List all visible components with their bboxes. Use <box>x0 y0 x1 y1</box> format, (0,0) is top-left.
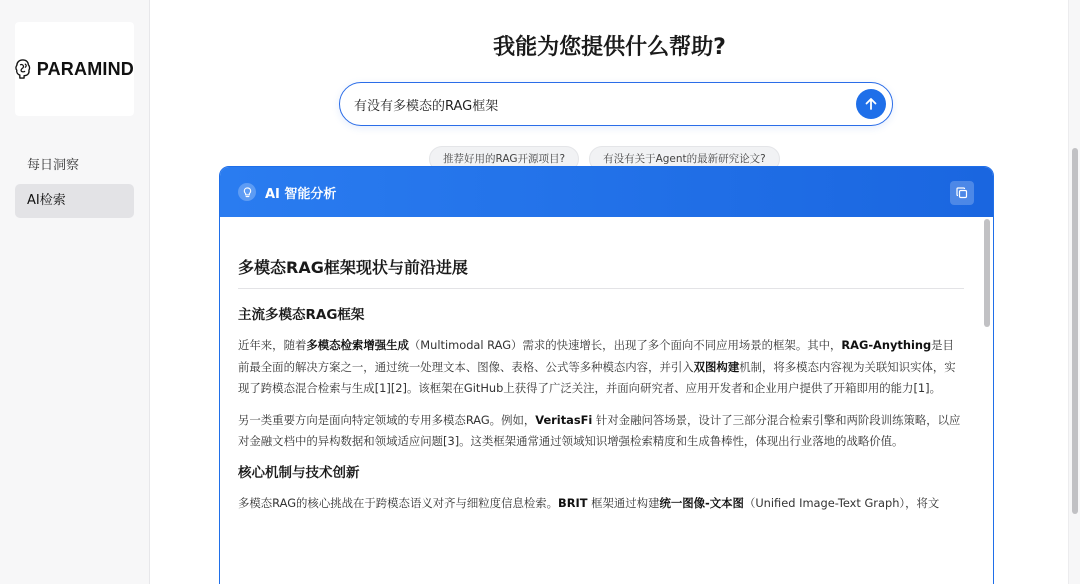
paragraph-1: 近年来，随着多模态检索增强生成（Multimodal RAG）需求的快速增长，出现了多个面向不同应用场景的框架。其中，RAG-Anything是目前最全面的解决方案之一，通过统一处理文本、图像、表格、公式等多种模态内容，并引入双图构建机制，将多模态内容视为关联知识实体，实现了跨模态混合检索与生成[1][2]。该框架在GitHub上获得了广泛关注，并面向研究者、应用开发者和企业用户提供了开箱即用的能力[1]。 <box>238 338 956 395</box>
brain-logo-icon <box>15 52 31 86</box>
article-title: 多模态RAG框架现状与前沿进展 <box>238 257 964 289</box>
ai-analysis-panel <box>219 166 994 584</box>
copy-icon <box>956 187 968 199</box>
search-box <box>339 82 893 126</box>
send-button[interactable] <box>856 89 886 119</box>
brand-logo[interactable] <box>15 22 134 116</box>
sidebar-nav <box>15 149 134 219</box>
page-scrollbar[interactable] <box>1068 0 1080 584</box>
lightbulb-icon <box>238 183 256 201</box>
sidebar <box>0 0 150 584</box>
sidebar-item-daily-insights[interactable]: 每日洞察 <box>27 158 80 173</box>
panel-scrollbar[interactable] <box>984 219 990 584</box>
section-title-mainstream: 主流多模态RAG框架 <box>238 307 365 323</box>
sidebar-item-ai-search[interactable]: AI检索 <box>15 184 134 218</box>
page-title: 我能为您提供什么帮助? <box>493 35 726 60</box>
search-input[interactable] <box>354 92 844 116</box>
brand-name: PARAMIND <box>36 58 134 79</box>
arrow-up-icon <box>864 97 878 111</box>
panel-scrollbar-thumb[interactable] <box>984 219 990 327</box>
copy-button[interactable] <box>950 181 974 205</box>
analysis-article <box>238 257 964 524</box>
panel-header <box>220 167 993 217</box>
suggestion-chip-rag-projects[interactable]: 推荐好用的RAG开源项目? <box>429 146 579 172</box>
suggestion-chip-agent-papers[interactable]: 有没有关于Agent的最新研究论文? <box>589 146 780 172</box>
panel-title: AI 智能分析 <box>265 186 337 202</box>
main-area <box>151 0 1068 584</box>
paragraph-3: 多模态RAG的核心挑战在于跨模态语义对齐与细粒度信息检索。BRIT 框架通过构建统一图像-文本图（Unified Image-Text Graph），将文 <box>238 495 940 510</box>
paragraph-2: 另一类重要方向是面向特定领域的专用多模态RAG。例如，VeritasFi 针对金融问答场景，设计了三部分混合检索引擎和两阶段训练策略，以应对金融文档中的异构数据和领域适应问题[3]。这类框架通常通过领域知识增强检索精度和生成鲁棒性，体现出行业落地的战略价值。 <box>238 412 961 448</box>
page-scrollbar-thumb[interactable] <box>1072 148 1078 514</box>
section-title-core-mechanism: 核心机制与技术创新 <box>238 464 360 481</box>
